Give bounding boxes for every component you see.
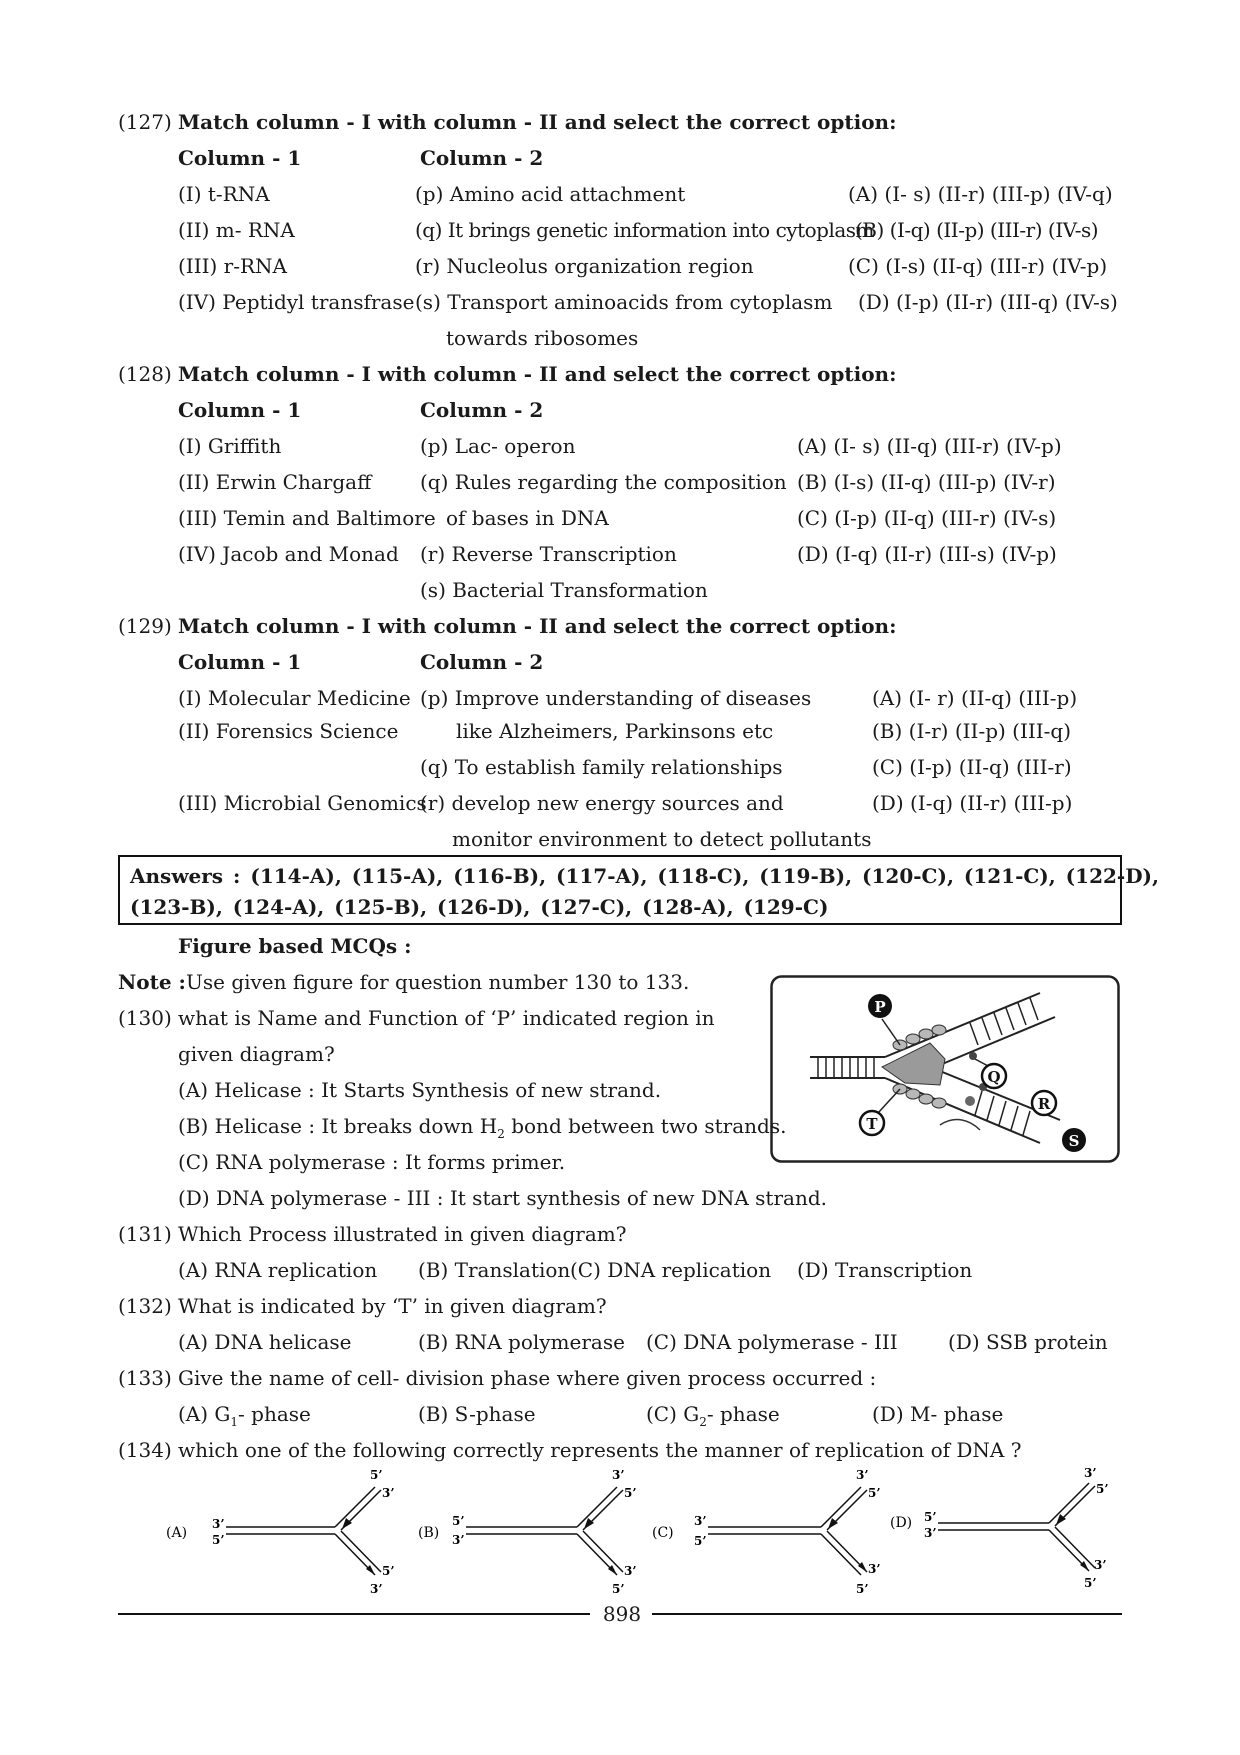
- svg-text:P: P: [874, 998, 886, 1016]
- q128-col1-item: (I) Griffith: [178, 434, 282, 458]
- q132-option: (D) SSB protein: [948, 1330, 1108, 1354]
- q131-option: (D) Transcription: [797, 1258, 973, 1282]
- diagram-label-r: [1032, 1091, 1056, 1115]
- q127-col1-item: (II) m- RNA: [178, 218, 295, 242]
- q128-col2-item: (p) Lac- operon: [420, 434, 576, 458]
- q127-col2-item: (s) Transport aminoacids from cytoplasm: [415, 290, 833, 314]
- q131-option: (C) DNA replication: [570, 1258, 772, 1282]
- q130-stem: what is Name and Function of ‘P’ indicated region in: [178, 1006, 715, 1030]
- svg-text:3’: 3’: [856, 1468, 869, 1482]
- q127-option: (B) (I-q) (II-p) (III-r) (IV-s): [855, 218, 1099, 242]
- q127-stem: Match column - I with column - II and select the correct option:: [178, 110, 897, 134]
- q131-option: (A) RNA replication: [178, 1258, 378, 1282]
- q127-col1-item: (IV) Peptidyl transfrase: [178, 290, 415, 314]
- q130-number: (130): [118, 1006, 172, 1030]
- q132-option: (B) RNA polymerase: [418, 1330, 625, 1354]
- q134-fork-d: [884, 1465, 1120, 1600]
- q129-stem: Match column - I with column - II and select the correct option:: [178, 614, 897, 638]
- q129-col1-item: (I) Molecular Medicine: [178, 686, 411, 710]
- q129-option: (D) (I-q) (II-r) (III-p): [872, 791, 1073, 815]
- q127-col1-item: (I) t-RNA: [178, 182, 270, 206]
- answers-line-1: Answers : (114-A), (115-A), (116-B), (117-A), (118-C), (119-B), (120-C), (121-C), (122-D),: [130, 864, 1159, 888]
- diagram-label-q: [982, 1064, 1006, 1088]
- q127-number: (127): [118, 110, 172, 134]
- diagram-label-t: [860, 1111, 884, 1135]
- note-text: Use given figure for question number 130 to 133.: [186, 970, 690, 994]
- diagram-label-s: [1062, 1128, 1086, 1152]
- q129-option: (B) (I-r) (II-p) (III-q): [872, 719, 1072, 743]
- svg-text:3’: 3’: [1084, 1466, 1097, 1480]
- q133-number: (133): [118, 1366, 172, 1390]
- q134-fork-b: [412, 1465, 652, 1600]
- q134-stem: which one of the following correctly represents the manner of replication of DNA ?: [178, 1438, 1022, 1462]
- q132-number: (132): [118, 1294, 172, 1318]
- q127-col2-item: (p) Amino acid attachment: [415, 182, 686, 206]
- q127-col2-heading: Column - 2: [420, 146, 544, 170]
- q127-col1-item: (III) r-RNA: [178, 254, 287, 278]
- svg-text:5’: 5’: [1084, 1576, 1097, 1590]
- svg-text:5’: 5’: [868, 1486, 881, 1500]
- figure-section-heading: Figure based MCQs :: [178, 934, 412, 958]
- svg-text:(B): (B): [418, 1525, 440, 1541]
- q134-number: (134): [118, 1438, 172, 1462]
- q129-col2-item: (p) Improve understanding of diseases: [420, 686, 812, 710]
- q127-col1-heading: Column - 1: [178, 146, 302, 170]
- svg-text:T: T: [866, 1115, 878, 1133]
- q131-option: (B) Translation: [418, 1258, 571, 1282]
- svg-text:5’: 5’: [452, 1514, 465, 1528]
- q128-col1-heading: Column - 1: [178, 398, 302, 422]
- q129-col1-heading: Column - 1: [178, 650, 302, 674]
- q131-stem: Which Process illustrated in given diagram?: [178, 1222, 627, 1246]
- q127-option: (D) (I-p) (II-r) (III-q) (IV-s): [858, 290, 1118, 314]
- q128-col1-item: (IV) Jacob and Monad: [178, 542, 399, 566]
- replication-fork-diagram: [770, 975, 1120, 1163]
- q133-option-b: (B) S-phase: [418, 1402, 536, 1426]
- svg-text:3’: 3’: [868, 1562, 881, 1576]
- q127-col2-item-cont: towards ribosomes: [446, 326, 639, 350]
- q128-col2-item: (r) Reverse Transcription: [420, 542, 677, 566]
- svg-text:5’: 5’: [924, 1510, 937, 1524]
- q129-col1-item: (III) Microbial Genomics: [178, 791, 427, 815]
- svg-text:Q: Q: [987, 1068, 1001, 1086]
- q130-option-c: (C) RNA polymerase : It forms primer.: [178, 1150, 566, 1174]
- q129-col2-item-cont: like Alzheimers, Parkinsons etc: [456, 719, 774, 743]
- svg-text:3’: 3’: [1094, 1558, 1107, 1572]
- q128-number: (128): [118, 362, 172, 386]
- q133-option-d: (D) M- phase: [872, 1402, 1004, 1426]
- q133-option-a: (A) $G_1-$ phase: [178, 1402, 311, 1429]
- svg-text:3’: 3’: [612, 1468, 625, 1482]
- svg-text:5’: 5’: [856, 1582, 869, 1596]
- answers-line-2: (123-B), (124-A), (125-B), (126-D), (127-C), (128-A), (129-C): [130, 895, 829, 919]
- q129-col2-item: (r) develop new energy sources and: [420, 791, 784, 815]
- svg-text:3’: 3’: [382, 1486, 395, 1500]
- q130-option-b: (B) Helicase : It breaks down $H_2$ bond between two strands.: [178, 1114, 787, 1141]
- q131-number: (131): [118, 1222, 172, 1246]
- svg-text:3’: 3’: [452, 1533, 465, 1547]
- q128-col1-item: (II) Erwin Chargaff: [178, 470, 372, 494]
- note-label: Note :: [118, 970, 186, 994]
- footer-rule-right: [652, 1613, 1122, 1615]
- footer-rule-left: [118, 1613, 590, 1615]
- q134-fork-a: [160, 1465, 400, 1600]
- q128-option: (C) (I-p) (II-q) (III-r) (IV-s): [797, 506, 1057, 530]
- q130-option-d: (D) DNA polymerase - III : It start synthesis of new DNA strand.: [178, 1186, 827, 1210]
- q128-col1-item: (III) Temin and Baltimore: [178, 506, 436, 530]
- q130-option-a: (A) Helicase : It Starts Synthesis of new strand.: [178, 1078, 662, 1102]
- q128-col2-item: (s) Bacterial Transformation: [420, 578, 708, 602]
- q128-option: (A) (I- s) (II-q) (III-r) (IV-p): [797, 434, 1062, 458]
- q129-option: (C) (I-p) (II-q) (III-r): [872, 755, 1072, 779]
- q127-option: (A) (I- s) (II-r) (III-p) (IV-q): [848, 182, 1113, 206]
- q129-col2-item-cont: monitor environment to detect pollutants: [452, 827, 872, 851]
- q128-option: (B) (I-s) (II-q) (III-p) (IV-r): [797, 470, 1056, 494]
- svg-text:5’: 5’: [212, 1533, 225, 1547]
- q128-col2-item: (q) Rules regarding the composition: [420, 470, 787, 494]
- q128-col2-heading: Column - 2: [420, 398, 544, 422]
- q128-option: (D) (I-q) (II-r) (III-s) (IV-p): [797, 542, 1057, 566]
- svg-text:5’: 5’: [382, 1564, 395, 1578]
- svg-text:3’: 3’: [624, 1564, 637, 1578]
- svg-text:3’: 3’: [694, 1514, 707, 1528]
- q132-option: (A) DNA helicase: [178, 1330, 352, 1354]
- svg-text:5’: 5’: [624, 1486, 637, 1500]
- svg-text:5’: 5’: [694, 1534, 707, 1548]
- q129-option: (A) (I- r) (II-q) (III-p): [872, 686, 1078, 710]
- q134-fork-c: [646, 1465, 886, 1600]
- svg-text:(D): (D): [890, 1515, 913, 1531]
- q127-col2-item: (r) Nucleolus organization region: [415, 254, 754, 278]
- q132-option: (C) DNA polymerase - III: [646, 1330, 898, 1354]
- q129-number: (129): [118, 614, 172, 638]
- q132-stem: What is indicated by ‘T’ in given diagram?: [178, 1294, 607, 1318]
- q133-option-c: (C) $G_2-$ phase: [646, 1402, 780, 1429]
- svg-text:5’: 5’: [1096, 1482, 1109, 1496]
- q128-stem: Match column - I with column - II and select the correct option:: [178, 362, 897, 386]
- svg-text:R: R: [1037, 1095, 1051, 1113]
- svg-text:S: S: [1068, 1132, 1080, 1150]
- q130-stem-cont: given diagram?: [178, 1042, 335, 1066]
- svg-text:(A): (A): [166, 1525, 188, 1541]
- q127-col2-item: (q) It brings genetic information into cytoplasm: [415, 218, 874, 242]
- q129-col2-item: (q) To establish family relationships: [420, 755, 783, 779]
- q129-col1-item: (II) Forensics Science: [178, 719, 399, 743]
- svg-text:5’: 5’: [612, 1582, 625, 1596]
- q133-stem: Give the name of cell- division phase where given process occurred :: [178, 1366, 877, 1390]
- q128-col2-item-cont: of bases in DNA: [446, 506, 609, 530]
- page-number: 898: [602, 1602, 642, 1626]
- q127-option: (C) (I-s) (II-q) (III-r) (IV-p): [848, 254, 1108, 278]
- svg-text:3’: 3’: [212, 1517, 225, 1531]
- diagram-label-p: [868, 994, 892, 1018]
- svg-text:5’: 5’: [370, 1468, 383, 1482]
- svg-text:3’: 3’: [370, 1582, 383, 1596]
- svg-text:3’: 3’: [924, 1526, 937, 1540]
- q129-col2-heading: Column - 2: [420, 650, 544, 674]
- svg-text:(C): (C): [652, 1525, 674, 1541]
